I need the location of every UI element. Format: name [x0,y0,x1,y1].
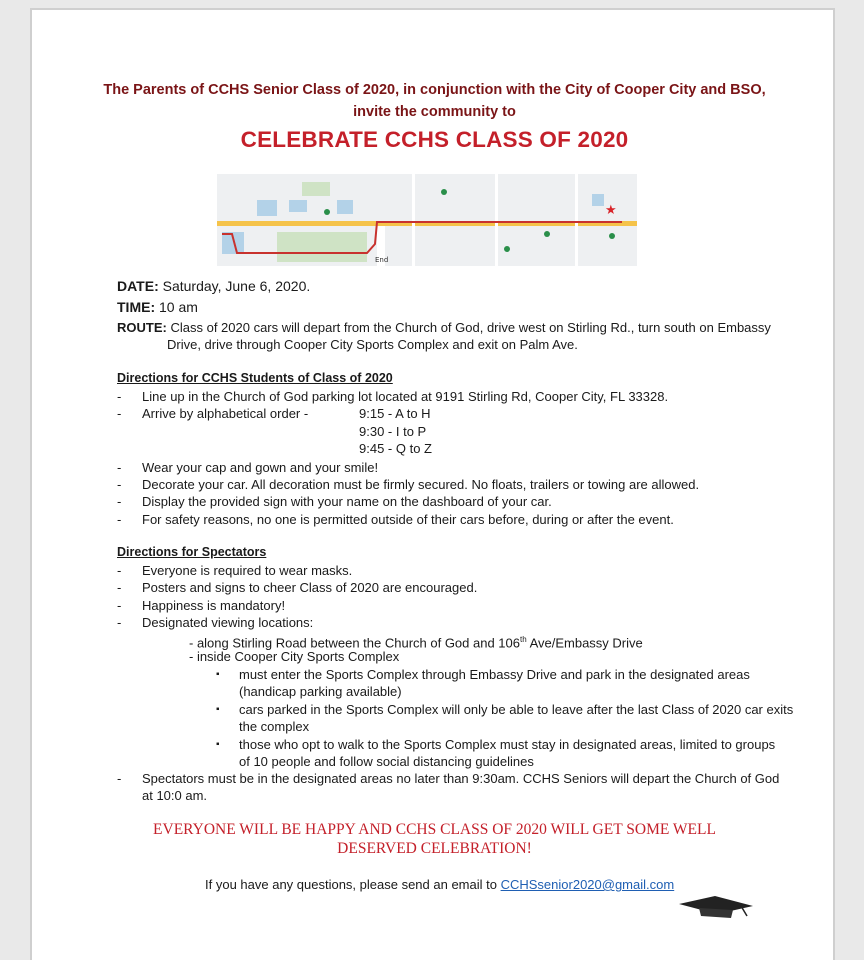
water-area [257,200,277,216]
route-line-1 [117,319,771,337]
header-line-2: invite the community to [353,104,516,120]
route-line-2: Drive, drive through Cooper City Sports Complex and exit on Palm Ave. [167,337,578,352]
students-item: Decorate your car. All decoration must be firmly secured. No floats, trailers or towing are allowed. [142,477,700,492]
sub-item-line: those who opt to walk to the Sports Complex must stay in designated areas, limited to groups [239,737,776,752]
dash-marker: - [117,494,122,509]
date-line [117,278,310,296]
sub-item-line: (handicap parking available) [239,684,402,699]
dash-marker: - [117,615,122,630]
dash-marker: - [117,580,122,595]
header-line-1: The Parents of CCHS Senior Class of 2020, in conjunction with the City of Cooper City and BSO, [103,82,766,98]
students-lineup: Line up in the Church of God parking lot located at 9191 Stirling Rd, Cooper City, FL 33328. [142,389,669,404]
dash-marker: - [117,406,122,421]
dash-marker: - [117,563,122,578]
sub-item-line: cars parked in the Sports Complex will only be able to leave after the last Class of 2020 car exits [239,702,794,717]
square-bullet-icon: ▪ [216,739,220,750]
date-value: Saturday, June 6, 2020. [162,278,311,294]
date-label: DATE: [117,278,159,294]
square-bullet-icon: ▪ [216,704,220,715]
closing-line-2: DESERVED CELEBRATION! [337,840,532,857]
map-end-label: End [375,256,389,264]
spectators-item: Designated viewing locations: [142,615,314,630]
arrival-slot: 9:15 - A to H [359,406,431,421]
sub-item-line: must enter the Sports Complex through Embassy Drive and park in the designated areas [239,667,750,682]
dash-marker: - [117,389,122,404]
route-text-1: Class of 2020 cars will depart from the Church of God, drive west on Stirling Rd., turn south on Embassy [170,320,771,335]
students-heading: Directions for CCHS Students of Class of 2020 [117,371,393,385]
viewing-location-1-tail: Ave/Embassy Drive [526,635,643,651]
dash-marker: - [117,460,122,475]
viewing-location-2: - inside Cooper City Sports Complex [189,649,400,664]
ordinal-suffix: th [520,635,527,644]
time-label: TIME: [117,299,156,315]
map-pin-icon [544,231,550,237]
water-area [337,200,353,214]
contact-line [205,876,674,894]
page-title: CELEBRATE CCHS CLASS OF 2020 [240,127,629,152]
flyer-page [30,8,835,960]
students-item: Wear your cap and gown and your smile! [142,460,379,475]
dash-marker: - [117,512,122,527]
route-label: ROUTE: [117,320,167,335]
spectators-item: Happiness is mandatory! [142,598,286,613]
arrival-slot: 9:45 - Q to Z [359,441,432,456]
spectators-heading: Directions for Spectators [117,545,267,559]
students-item: For safety reasons, no one is permitted outside of their cars before, during or after the event. [142,512,674,527]
graduation-cap-icon [677,892,757,922]
time-line [117,299,198,317]
route-map-graphic [217,174,637,266]
students-arrive: Arrive by alphabetical order - [142,406,309,421]
map-pin-icon [609,233,615,239]
spectators-item: Posters and signs to cheer Class of 2020 are encouraged. [142,580,478,595]
closing-line-1: EVERYONE WILL BE HAPPY AND CCHS CLASS OF 2020 WILL GET SOME WELL [153,821,716,838]
sub-item-line: the complex [239,719,310,734]
contact-email-link[interactable]: CCHSsenior2020@gmail.com [500,877,675,892]
spectators-final-line-1: Spectators must be in the designated areas no later than 9:30am. CCHS Seniors will depart the Church of God [142,771,780,786]
time-value: 10 am [159,299,198,315]
dash-marker: - [117,771,122,786]
contact-question: If you have any questions, please send an email to [205,877,501,892]
route-map [217,174,637,266]
start-star-icon: ★ [605,203,617,218]
students-item: Display the provided sign with your name on the dashboard of your car. [142,494,552,509]
arrival-slot: 9:30 - I to P [359,424,427,439]
dash-marker: - [117,598,122,613]
sports-complex-park [277,232,367,262]
map-pin-icon [441,189,447,195]
spectators-item: Everyone is required to wear masks. [142,563,353,578]
dash-marker: - [117,477,122,492]
map-pin-icon [324,209,330,215]
park-area [302,182,330,196]
sub-item-line: of 10 people and follow social distancing guidelines [239,754,534,769]
map-pin-icon [504,246,510,252]
water-area [289,200,307,212]
square-bullet-icon: ▪ [216,669,220,680]
spectators-final-line-2: at 10:0 am. [142,788,208,803]
water-area [592,194,604,206]
viewing-location-1-text: - along Stirling Road between the Church of God and 106 [189,635,520,651]
